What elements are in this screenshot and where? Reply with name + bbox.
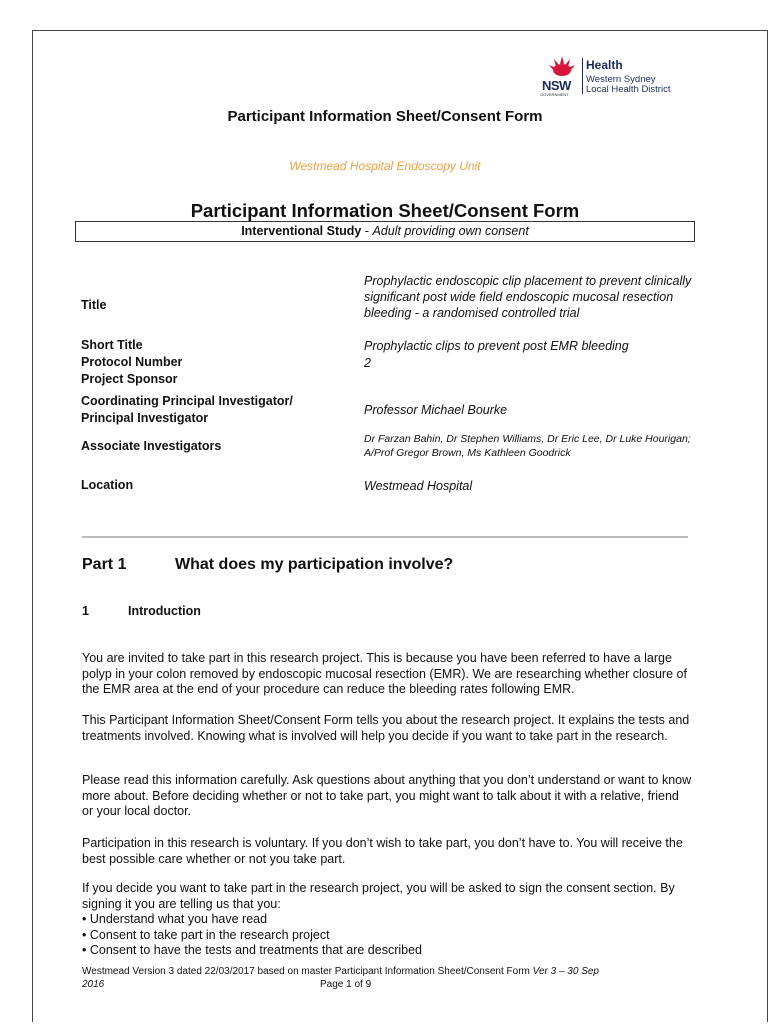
associate-value: Dr Farzan Bahin, Dr Stephen Williams, Dr Eric Lee, Dr Luke Hourigan; A/Prof Gregor Brown, Ms Kathleen Goodrick [364, 433, 691, 459]
title-label: Title [81, 298, 107, 312]
health-label: Health [586, 58, 623, 72]
district-line-2: Local Health District [586, 84, 671, 95]
government-label: GOVERNMENT [540, 92, 569, 97]
location-value: Westmead Hospital [364, 479, 473, 493]
sponsor-label: Project Sponsor [81, 372, 178, 386]
list-item: • Consent to have the tests and treatments that are described [82, 943, 422, 957]
document-title: Participant Information Sheet/Consent Form [227, 108, 543, 125]
study-type: Interventional Study [241, 224, 362, 238]
district-line-1: Western Sydney [586, 74, 656, 85]
logo-divider [582, 58, 583, 94]
consent-paragraph: If you decide you want to take part in the research project, you will be asked to sign the consent section. By signing it you are telling us that you: [82, 881, 675, 911]
study-type-box [75, 221, 695, 242]
page-footer [82, 965, 692, 991]
section-divider [82, 536, 688, 538]
protocol-value: 2 [364, 356, 371, 370]
short-title-label: Short Title [81, 338, 143, 352]
study-separator: - [361, 224, 373, 238]
section-title: Introduction [128, 604, 201, 618]
voluntary-paragraph: Participation in this research is voluntary. If you don’t wish to take part, you don’t have to. You will receive the best possible care whether or not you take part. [82, 836, 683, 866]
list-item: • Consent to take part in the research project [82, 927, 330, 942]
study-description: Adult providing own consent [372, 224, 529, 238]
cpi-value: Professor Michael Bourke [364, 403, 508, 417]
footer-year: 2016 [82, 979, 105, 990]
list-item: • Understand what you have read [82, 912, 268, 926]
part-number: Part 1 [82, 556, 127, 573]
section-number: 1 [82, 604, 89, 618]
title-value: Prophylactic endoscopic clip placement to prevent clinically significant post wide field endoscopic mucosal resection bleeding - a randomised controlled trial [364, 274, 692, 320]
waratah-icon [546, 54, 578, 78]
location-label: Location [81, 478, 134, 492]
intro-paragraph: You are invited to take part in this research project. This is because you have been referred to have a large polyp in your colon removed by endoscopic mucosal resection (EMR). We are researching whether closure of the EMR area at the end of your procedure can reduce the bleeding rates following EMR. [82, 651, 687, 696]
consent-list [82, 912, 692, 959]
associate-label: Associate Investigators [81, 439, 222, 453]
footer-master-version: Ver 3 – 30 Sep [532, 966, 599, 977]
footer-version: Westmead Version 3 dated 22/03/2017 based on master Participant Information Sheet/Consent Form [82, 966, 530, 977]
unit-name: Westmead Hospital Endoscopy Unit [289, 159, 481, 173]
main-title: Participant Information Sheet/Consent Form [190, 200, 580, 221]
form-purpose-paragraph: This Participant Information Sheet/Consent Form tells you about the research project. It explains the tests and treatments involved. Knowing what is involved will help you decide if you want to take part in the research. [82, 713, 690, 743]
nsw-health-logo [540, 52, 680, 98]
page-number: Page 1 of 9 [320, 979, 372, 990]
read-carefully-paragraph: Please read this information carefully. Ask questions about anything that you don’t understand or want to know more about. Before deciding whether or not to take part, you might want to talk about it with a relative, friend or your local doctor. [82, 773, 692, 818]
footer-version-line [82, 965, 692, 978]
document-page [32, 30, 768, 1022]
cpi-label: Coordinating Principal Investigator/ Principal Investigator [81, 394, 293, 425]
footer-second-line [82, 978, 692, 991]
short-title-value: Prophylactic clips to prevent post EMR bleeding [364, 339, 629, 353]
protocol-label: Protocol Number [81, 355, 183, 369]
part-title: What does my participation involve? [175, 556, 454, 573]
nsw-wordmark: NSW [542, 78, 571, 93]
